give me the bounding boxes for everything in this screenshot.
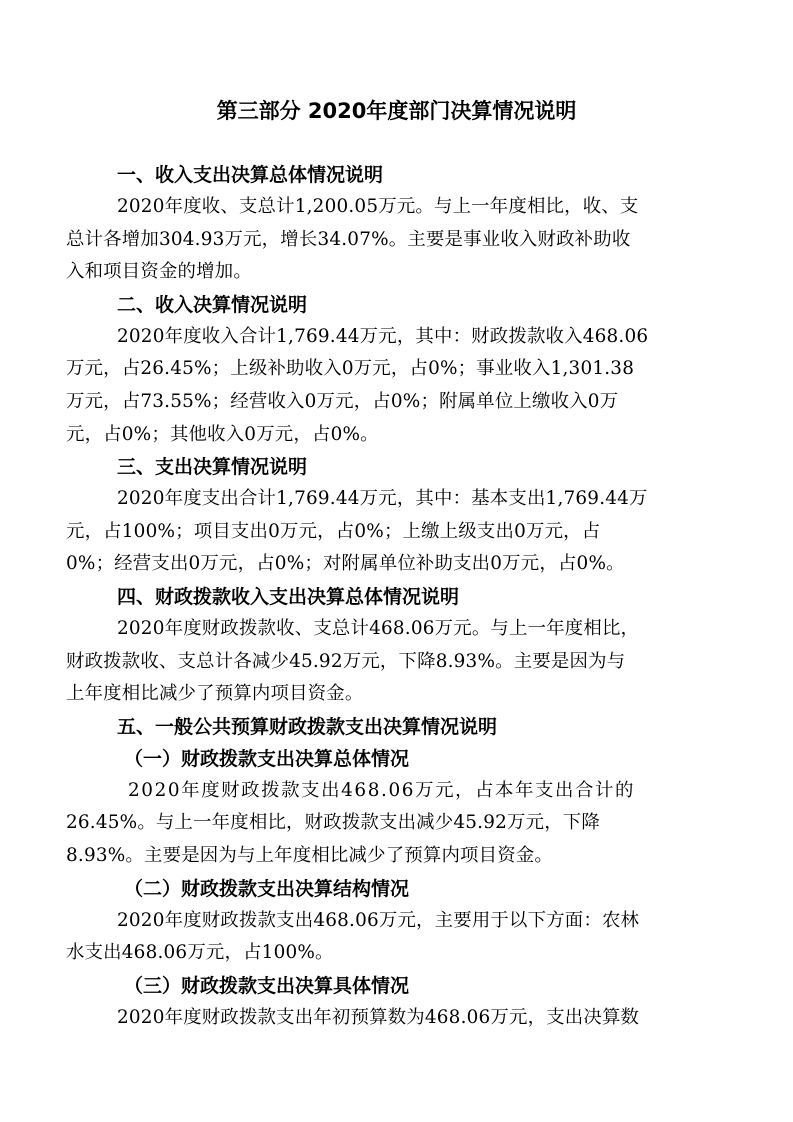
- paragraph-line: 2020年度财政拨款支出年初预算数为468.06万元，支出决算数: [117, 1006, 640, 1028]
- paragraph-line: 2020年度支出合计1,769.44万元，其中：基本支出1,769.44万: [117, 488, 648, 510]
- section-heading-5: 五、一般公共预算财政拨款支出决算情况说明: [117, 715, 498, 738]
- paragraph-line: 元，占100%；项目支出0万元，占0%；上缴上级支出0万元，占: [66, 520, 601, 542]
- paragraph-line: 26.45%。与上一年度相比，财政拨款支出减少45.92万元，下降: [66, 812, 600, 834]
- paragraph-line: 2020年度财政拨款支出468.06万元，主要用于以下方面：农林: [117, 909, 640, 931]
- section-heading-4: 四、财政拨款收入支出决算总体情况说明: [117, 585, 460, 608]
- paragraph-line: 2020年度财政拨款收、支总计468.06万元。与上一年度相比，: [117, 617, 640, 639]
- section-heading-3: 三、支出决算情况说明: [117, 456, 308, 479]
- paragraph-line: 财政拨款收、支总计各减少45.92万元，下降8.93%。主要是因为与: [66, 650, 626, 672]
- subsection-heading-1: （一）财政拨款支出决算总体情况: [124, 747, 410, 770]
- page-title: 第三部分 2020年度部门决算情况说明: [216, 99, 577, 123]
- paragraph-line: 元，占0%；其他收入0万元，占0%。: [66, 423, 379, 445]
- paragraph-line: 上年度相比减少了预算内项目资金。: [66, 683, 364, 705]
- paragraph-line: 总计各增加304.93万元，增长34.07%。主要是事业收入财政补助收: [66, 228, 631, 250]
- paragraph-line: 万元，占26.45%；上级补助收入0万元，占0%；事业收入1,301.38: [66, 358, 635, 380]
- paragraph-line: 水支出468.06万元，占100%。: [66, 942, 334, 964]
- subsection-heading-3: （三）财政拨款支出决算具体情况: [124, 974, 410, 997]
- paragraph-line: 8.93%。主要是因为与上年度相比减少了预算内项目资金。: [66, 844, 554, 866]
- paragraph-line: 入和项目资金的增加。: [66, 261, 252, 283]
- section-heading-1: 一、收入支出决算总体情况说明: [117, 164, 384, 186]
- subsection-heading-2: （二）财政拨款支出决算结构情况: [124, 877, 410, 900]
- paragraph-line: 万元，占73.55%；经营收入0万元，占0%；附属单位上缴收入0万: [66, 390, 619, 412]
- paragraph-line: 2020年度收、支总计1,200.05万元。与上一年度相比，收、支: [117, 196, 639, 217]
- section-heading-2: 二、收入决算情况说明: [117, 293, 308, 316]
- paragraph-line: 2020年度收入合计1,769.44万元，其中：财政拨款收入468.06: [117, 325, 649, 347]
- paragraph-line: 2020年度财政拨款支出468.06万元，占本年支出合计的: [128, 779, 635, 801]
- paragraph-line: 0%；经营支出0万元，占0%；对附属单位补助支出0万元，占0%。: [66, 553, 625, 575]
